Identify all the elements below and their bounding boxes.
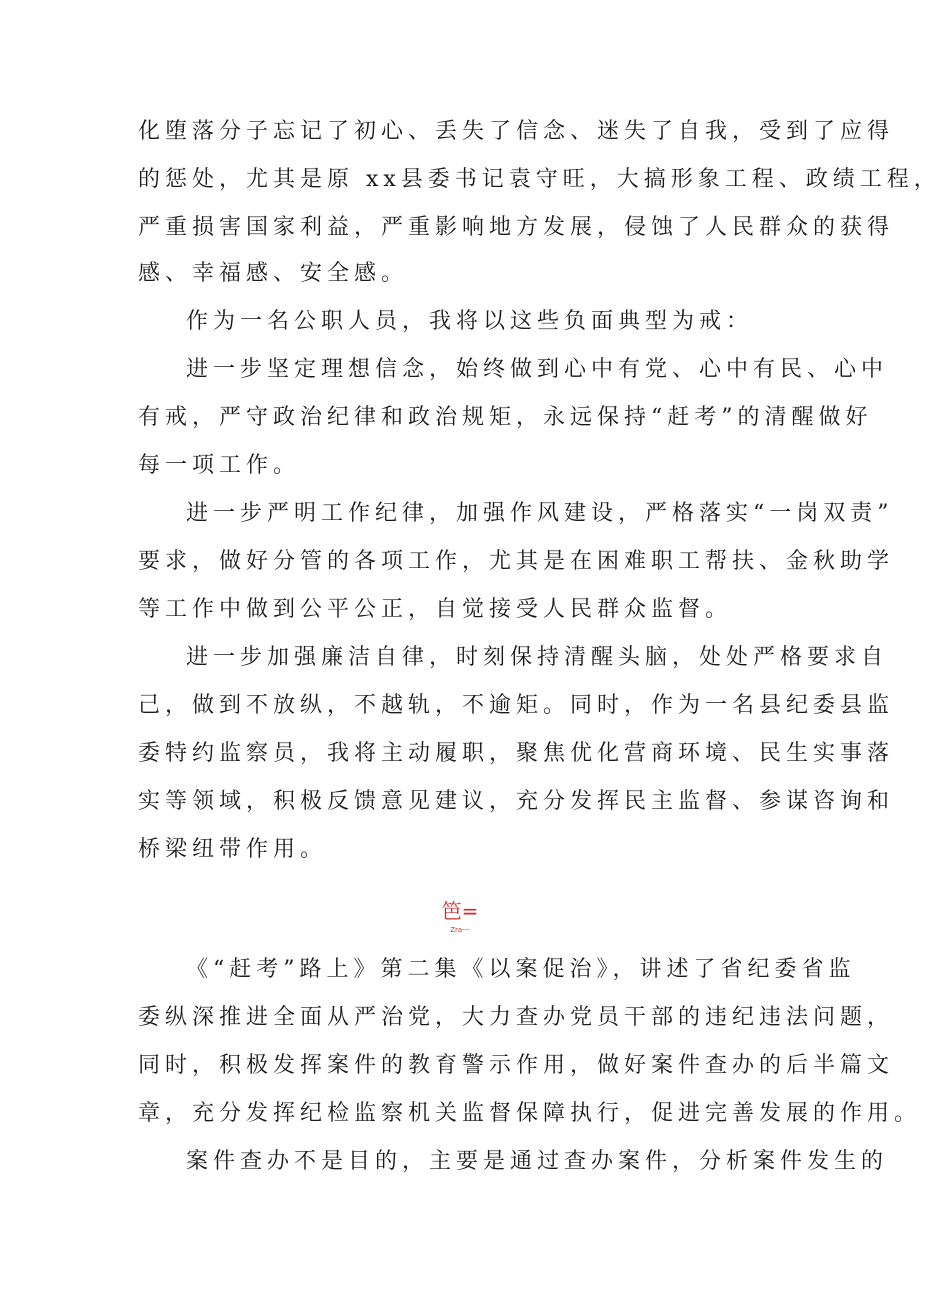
text-line: 等工作中做到公平公正，自觉接受人民群众监督。 xyxy=(138,597,733,622)
text-line: 进一步严明工作纪律，加强作风建设，严格落实“一岗双责” xyxy=(186,501,894,526)
text-line: 进一步坚定理想信念，始终做到心中有党、心中有民、心中 xyxy=(186,357,889,382)
text-line: 要求，做好分管的各项工作，尤其是在困难职工帮扶、金秋助学 xyxy=(138,549,895,574)
text-line: 《“赶考”路上》第二集《以案促治》，讲述了省纪委省监 xyxy=(186,957,856,982)
text-line: 实等领域，积极反馈意见建议，充分发挥民主监督、参谋咨询和 xyxy=(138,789,895,814)
text-line: 感、幸福感、安全感。 xyxy=(138,261,409,286)
text-line: 进一步加强廉洁自律，时刻保持清醒头脑，处处严格要求自 xyxy=(186,645,889,670)
text-line: 作为一名公职人员，我将以这些负面典型为戒： xyxy=(186,309,754,334)
text-line: 案件查办不是目的，主要是通过查办案件，分析案件发生的 xyxy=(186,1149,889,1174)
text-line: 有戒，严守政治纪律和政治规矩，永远保持“赶考”的清醒做好 xyxy=(138,405,873,430)
text-line: 委纵深推进全面从严治党，大力查办党员干部的违纪违法问题， xyxy=(138,1005,895,1030)
text-line: 章，充分发挥纪检监察机关监督保障执行，促进完善发展的作用。 xyxy=(138,1101,922,1126)
text-line: 化堕落分子忘记了初心、丢失了信念、迷失了自我，受到了应得 xyxy=(138,119,895,144)
text-line: 桥梁纽带作用。 xyxy=(138,837,328,862)
section-separator-mark: 笆= xyxy=(441,899,479,923)
text-line: 的惩处，尤其是原 xx县委书记袁守旺，大搞形象工程、政绩工程， xyxy=(138,167,941,192)
text-line: 同时，积极发挥案件的教育警示作用，做好案件查办的后半篇文 xyxy=(138,1053,895,1078)
text-line: 委特约监察员，我将主动履职，聚焦优化营商环境、民生实事落 xyxy=(138,741,895,766)
section-separator-subtext: Zra--- xyxy=(450,926,470,934)
text-line: 己，做到不放纵，不越轨，不逾矩。同时，作为一名县纪委县监 xyxy=(138,693,895,718)
text-line: 每一项工作。 xyxy=(138,453,301,478)
text-line: 严重损害国家利益，严重影响地方发展，侵蚀了人民群众的获得 xyxy=(138,215,895,240)
